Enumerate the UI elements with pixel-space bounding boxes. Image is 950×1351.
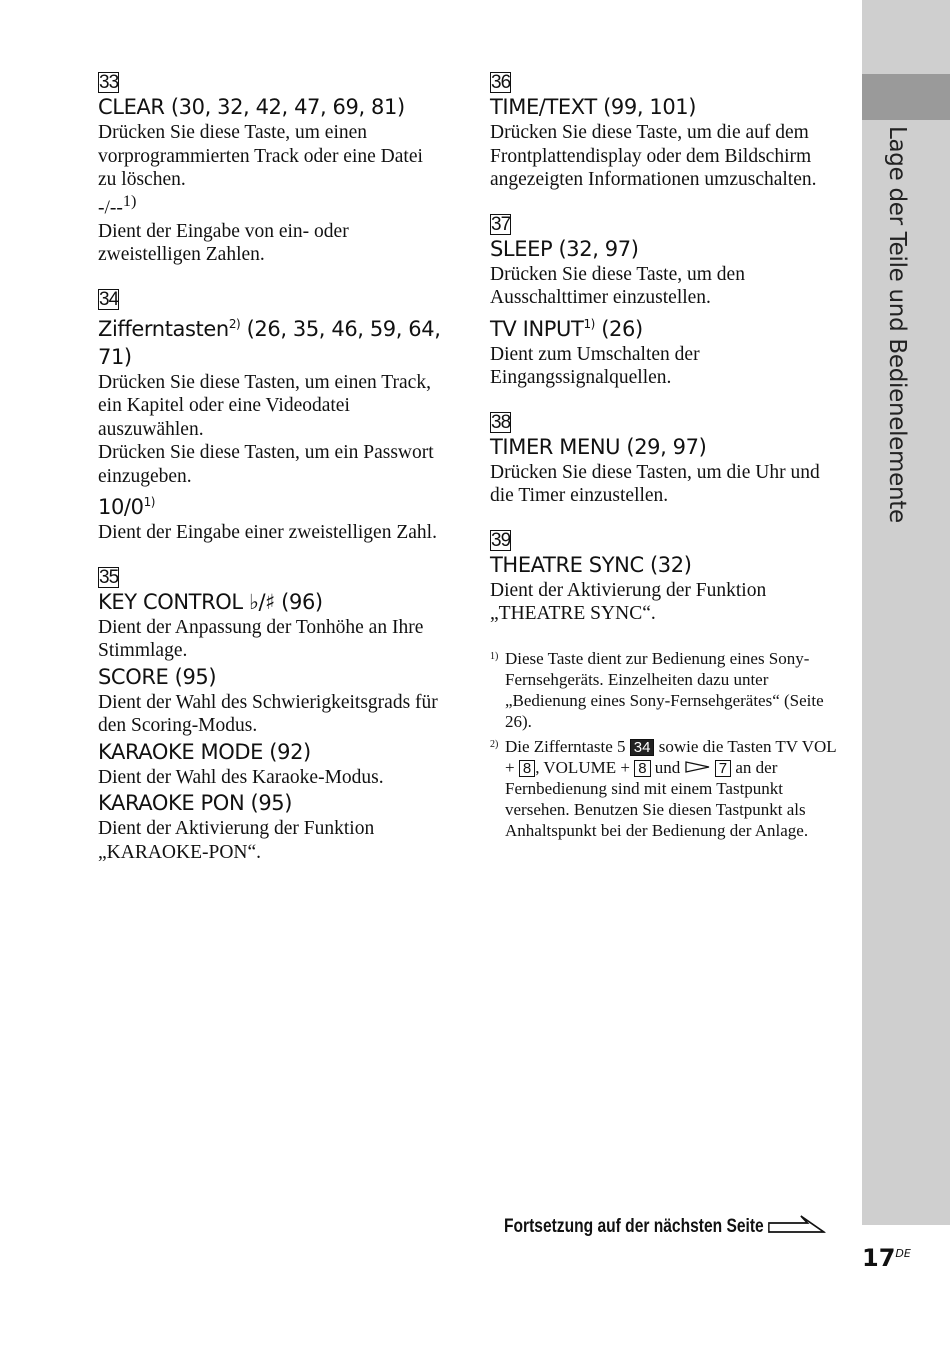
footnotes xyxy=(490,648,840,841)
description: Dient der Wahl des Schwierigkeitsgrads für den Scoring-Modus. xyxy=(98,691,438,736)
description: Drücken Sie diese Tasten, um ein Passwort einzugeben. xyxy=(98,442,434,487)
description: Drücken Sie diese Tasten, um einen Track, ein Kapitel oder eine Videodatei auszuwählen. xyxy=(98,371,431,440)
section-39 xyxy=(490,530,835,626)
description: Dient der Aktivierung der Funktion „THEATRE SYNC“. xyxy=(490,579,767,624)
play-triangle-icon xyxy=(685,761,711,773)
footnote-1: 1) Diese Taste dient zur Bedienung eines Sony-Fernsehgeräts. Einzelheiten dazu unter „Bedienung eines Sony-Fernsehgerätes“ (Seite 26). xyxy=(490,648,824,731)
section-number: 36 xyxy=(491,72,511,93)
section-number: 33 xyxy=(99,72,119,93)
description: Dient der Eingabe von ein- oder zweistelligen Zahlen. xyxy=(98,220,349,265)
section-34 xyxy=(98,289,443,545)
button-heading: TIME/TEXT (99, 101) xyxy=(490,95,697,119)
button-heading: KARAOKE PON (95) xyxy=(98,791,293,815)
section-number: 37 xyxy=(491,213,511,235)
section-number: 35 xyxy=(99,566,119,588)
section-38 xyxy=(490,412,835,508)
button-heading: -/--$^{1)}$ xyxy=(98,191,137,218)
key-ref: 34 xyxy=(630,739,655,756)
section-number: 34 xyxy=(99,288,119,310)
section-number: 38 xyxy=(491,411,511,433)
arrow-right-icon xyxy=(768,1214,825,1234)
button-heading: TIMER MENU (29, 97) xyxy=(490,434,707,459)
continue-note: Fortsetzung auf der nächsten Seite xyxy=(504,1214,825,1238)
description: Drücken Sie diese Taste, um den Ausschalttimer einzustellen. xyxy=(490,263,745,308)
button-heading: SCORE (95) xyxy=(98,664,217,689)
section-33 xyxy=(98,72,443,267)
key-ref: 8 xyxy=(634,760,650,777)
section-36 xyxy=(490,72,835,192)
button-heading: CLEAR (30, 32, 42, 47, 69, 81) xyxy=(98,95,405,119)
button-heading: THEATRE SYNC (32) xyxy=(490,552,692,577)
button-heading: KARAOKE MODE (92) xyxy=(98,739,311,764)
section-37 xyxy=(490,214,835,390)
description: Dient der Eingabe einer zweistelligen Zahl. xyxy=(98,522,437,543)
key-ref: 7 xyxy=(715,760,731,777)
button-heading: TV INPUT$^{1)}$ (26) xyxy=(490,316,643,341)
button-heading: KEY CONTROL ♭/♯ (96) xyxy=(98,589,323,614)
description: Drücken Sie diese Taste, um die auf dem Frontplattendisplay oder dem Bildschirm angezeigten Informationen umzuschalten. xyxy=(490,122,817,190)
description: Drücken Sie diese Tasten, um die Uhr und die Timer einzustellen. xyxy=(490,461,820,506)
button-heading: Zifferntasten$^{2)}$ (26, 35, 46, 59, 64, 71) xyxy=(98,316,441,369)
page-number: 17DE xyxy=(862,1244,911,1272)
button-heading: SLEEP (32, 97) xyxy=(490,236,639,261)
description: Dient der Aktivierung der Funktion „KARAOKE-PON“. xyxy=(98,818,375,863)
description: Dient der Anpassung der Tonhöhe an Ihre Stimmlage. xyxy=(98,616,424,661)
section-number: 39 xyxy=(491,529,511,551)
section-35 xyxy=(98,567,443,865)
left-column xyxy=(98,72,443,886)
description: Drücken Sie diese Taste, um einen vorprogrammierten Track oder eine Datei zu löschen. xyxy=(98,122,423,190)
key-ref: 8 xyxy=(519,760,535,777)
button-heading: 10/0$^{1)}$ xyxy=(98,495,156,519)
side-section-title: Lage der Teile und Bedienelemente xyxy=(884,126,910,523)
footnote-2: 2) Die Zifferntaste 5 34 sowie die Tasten TV VOL + 8 , VOLUME + 8 und 7 an der Fernbedienung sind mit einem Tastpunkt versehen. Benutzen Sie diesen Tastpunkt als Anhaltspunkt bei der Bedienung der Anlage. xyxy=(490,736,837,840)
section-tab-marker xyxy=(862,74,950,120)
right-column xyxy=(490,72,835,845)
description: Dient zum Umschalten der Eingangssignalquellen. xyxy=(490,343,700,388)
description: Dient der Wahl des Karaoke-Modus. xyxy=(98,766,384,788)
